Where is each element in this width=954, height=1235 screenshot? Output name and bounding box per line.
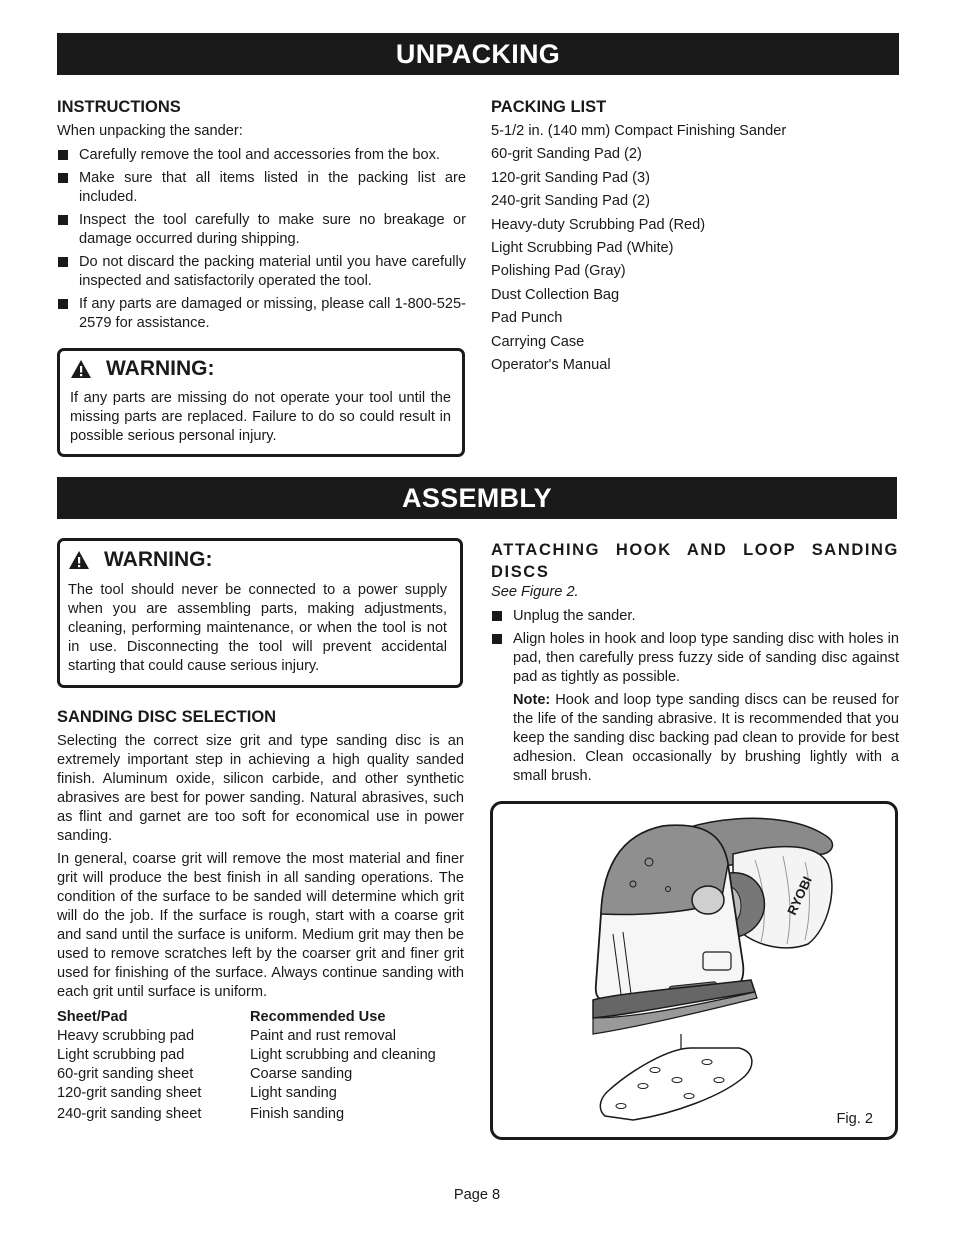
brand-logo: RYOBI	[784, 874, 815, 918]
list-item: Dust Collection Bag	[491, 286, 620, 303]
warning-triangle-icon	[70, 359, 92, 379]
bullet-square-icon	[58, 150, 68, 160]
instructions-heading: INSTRUCTIONS	[57, 98, 181, 116]
sander-illustration	[493, 804, 895, 1137]
table-cell: Paint and rust removal	[250, 1028, 397, 1044]
instructions-list	[57, 146, 466, 333]
bullet-square-icon	[58, 215, 68, 225]
table-header: Recommended Use	[250, 1009, 386, 1025]
assembly-warning-box	[57, 538, 463, 688]
list-item: 120-grit Sanding Pad (3)	[491, 169, 651, 186]
sanding-disc-heading: SANDING DISC SELECTION	[57, 708, 277, 726]
warning-text: If any parts are missing do not operate your tool until the missing parts are replaced. Failure to do so could result in possible serious personal injury.	[70, 390, 451, 444]
table-cell: 240-grit sanding sheet	[57, 1106, 202, 1122]
table-cell: Light sanding	[250, 1085, 337, 1101]
table-cell: Light scrubbing and cleaning	[250, 1047, 436, 1063]
attaching-section	[491, 539, 899, 786]
warning-title: WARNING:	[104, 548, 213, 571]
warning-title: WARNING:	[106, 357, 215, 380]
note-text: Hook and loop type sanding discs can be reused for the life of the sanding abrasive. It is recommended that you keep the sanding disc backing pad clean to provide for best adhesion. Clean occasionally by brushing lightly with a small brush.	[513, 692, 899, 784]
attaching-list	[491, 607, 899, 687]
packing-list-heading: PACKING LIST	[491, 98, 607, 116]
table-cell: 60-grit sanding sheet	[57, 1066, 194, 1082]
note-label: Note:	[513, 692, 551, 708]
table-header: Sheet/Pad	[57, 1009, 128, 1025]
table-row	[57, 1046, 436, 1065]
table-row	[57, 1103, 436, 1124]
list-item: Operator's Manual	[491, 356, 611, 373]
list-item: Inspect the tool carefully to make sure no breakage or damage occurred during shipping.	[57, 211, 466, 249]
sanding-disc-paragraph-2: In general, coarse grit will remove the most material and finer grit will produce the best finish in all sanding operations. The condition of the surface to be sanded will determine which grit will do the job. If the surface is rough, start with a coarse grit and sand until the surface is uniform. Medium grit may then be used to remove scratches left by the coarser grit and finer grit used for finishing of the surface. Always continue sanding with each grit until surface is uniform.	[57, 851, 464, 1000]
list-item: If any parts are damaged or missing, please call 1-800-525-2579 for assistance.	[57, 295, 466, 333]
list-item: Heavy-duty Scrubbing Pad (Red)	[491, 216, 706, 233]
unpacking-banner: UNPACKING	[57, 33, 899, 75]
list-item: 60-grit Sanding Pad (2)	[491, 146, 642, 163]
note-paragraph	[491, 691, 899, 786]
list-item: Do not discard the packing material until you have carefully inspected and satisfactorily operated the tool.	[57, 253, 466, 291]
assembly-banner: ASSEMBLY	[57, 477, 897, 519]
figure-label: Fig. 2	[836, 1111, 873, 1127]
bullet-square-icon	[492, 611, 502, 621]
table-row	[57, 1065, 436, 1084]
list-item: 5-1/2 in. (140 mm) Compact Finishing Sander	[491, 123, 787, 139]
warning-header	[68, 548, 447, 572]
sanding-disc-paragraph-1: Selecting the correct size grit and type sanding disc is an extremely important step in achieving a high quality sanded finish. Aluminum oxide, silicon carbide, and other synthetic abrasives are best for power sanding. Natural abrasives, such as flint and garnet are too soft for economical use in power sanding.	[57, 733, 464, 844]
list-item: Make sure that all items listed in the packing list are included.	[57, 169, 466, 207]
list-item: Polishing Pad (Gray)	[491, 263, 626, 280]
list-item: Pad Punch	[491, 310, 563, 327]
table-cell: Light scrubbing pad	[57, 1047, 185, 1063]
bullet-square-icon	[58, 257, 68, 267]
instructions-intro: When unpacking the sander:	[57, 123, 243, 139]
table-header-row	[57, 1008, 436, 1027]
see-figure-note: See Figure 2.	[491, 584, 579, 600]
table-row	[57, 1027, 436, 1046]
sanding-disc-section	[57, 707, 464, 1124]
table-row	[57, 1084, 436, 1103]
bullet-square-icon	[58, 173, 68, 183]
table-cell: Finish sanding	[250, 1106, 345, 1122]
bullet-square-icon	[492, 634, 502, 644]
list-item: Unplug the sander.	[491, 607, 899, 626]
grit-table	[57, 1008, 436, 1124]
table-cell: Coarse sanding	[250, 1066, 353, 1082]
packing-list	[491, 122, 899, 379]
warning-text: The tool should never be connected to a power supply when you are assembling parts, making adjustments, cleaning, performing maintenance, or when the tool is not in use. Disconnecting the tool will prevent accidental starting that could cause serious injury.	[68, 582, 447, 674]
table-cell: Heavy scrubbing pad	[57, 1028, 195, 1044]
page-number: Page 8	[453, 1187, 501, 1203]
bullet-square-icon	[58, 299, 68, 309]
warning-header	[70, 357, 451, 381]
list-item: Carrying Case	[491, 333, 585, 350]
list-item: Carefully remove the tool and accessories from the box.	[57, 146, 466, 165]
warning-triangle-icon	[68, 550, 90, 570]
packing-list-section	[491, 97, 899, 379]
figure-2-box	[490, 801, 898, 1140]
list-item: 240-grit Sanding Pad (2)	[491, 193, 651, 210]
instructions-section	[57, 97, 466, 337]
list-item: Align holes in hook and loop type sanding disc with holes in pad, then carefully press fuzzy side of sanding disc against pad as tightly as possible.	[491, 630, 899, 687]
list-item: Light Scrubbing Pad (White)	[491, 239, 674, 256]
table-cell: 120-grit sanding sheet	[57, 1085, 202, 1101]
unpacking-warning-box	[57, 348, 465, 457]
attaching-heading: ATTACHING HOOK AND LOOP SANDING DISCS	[491, 541, 899, 581]
